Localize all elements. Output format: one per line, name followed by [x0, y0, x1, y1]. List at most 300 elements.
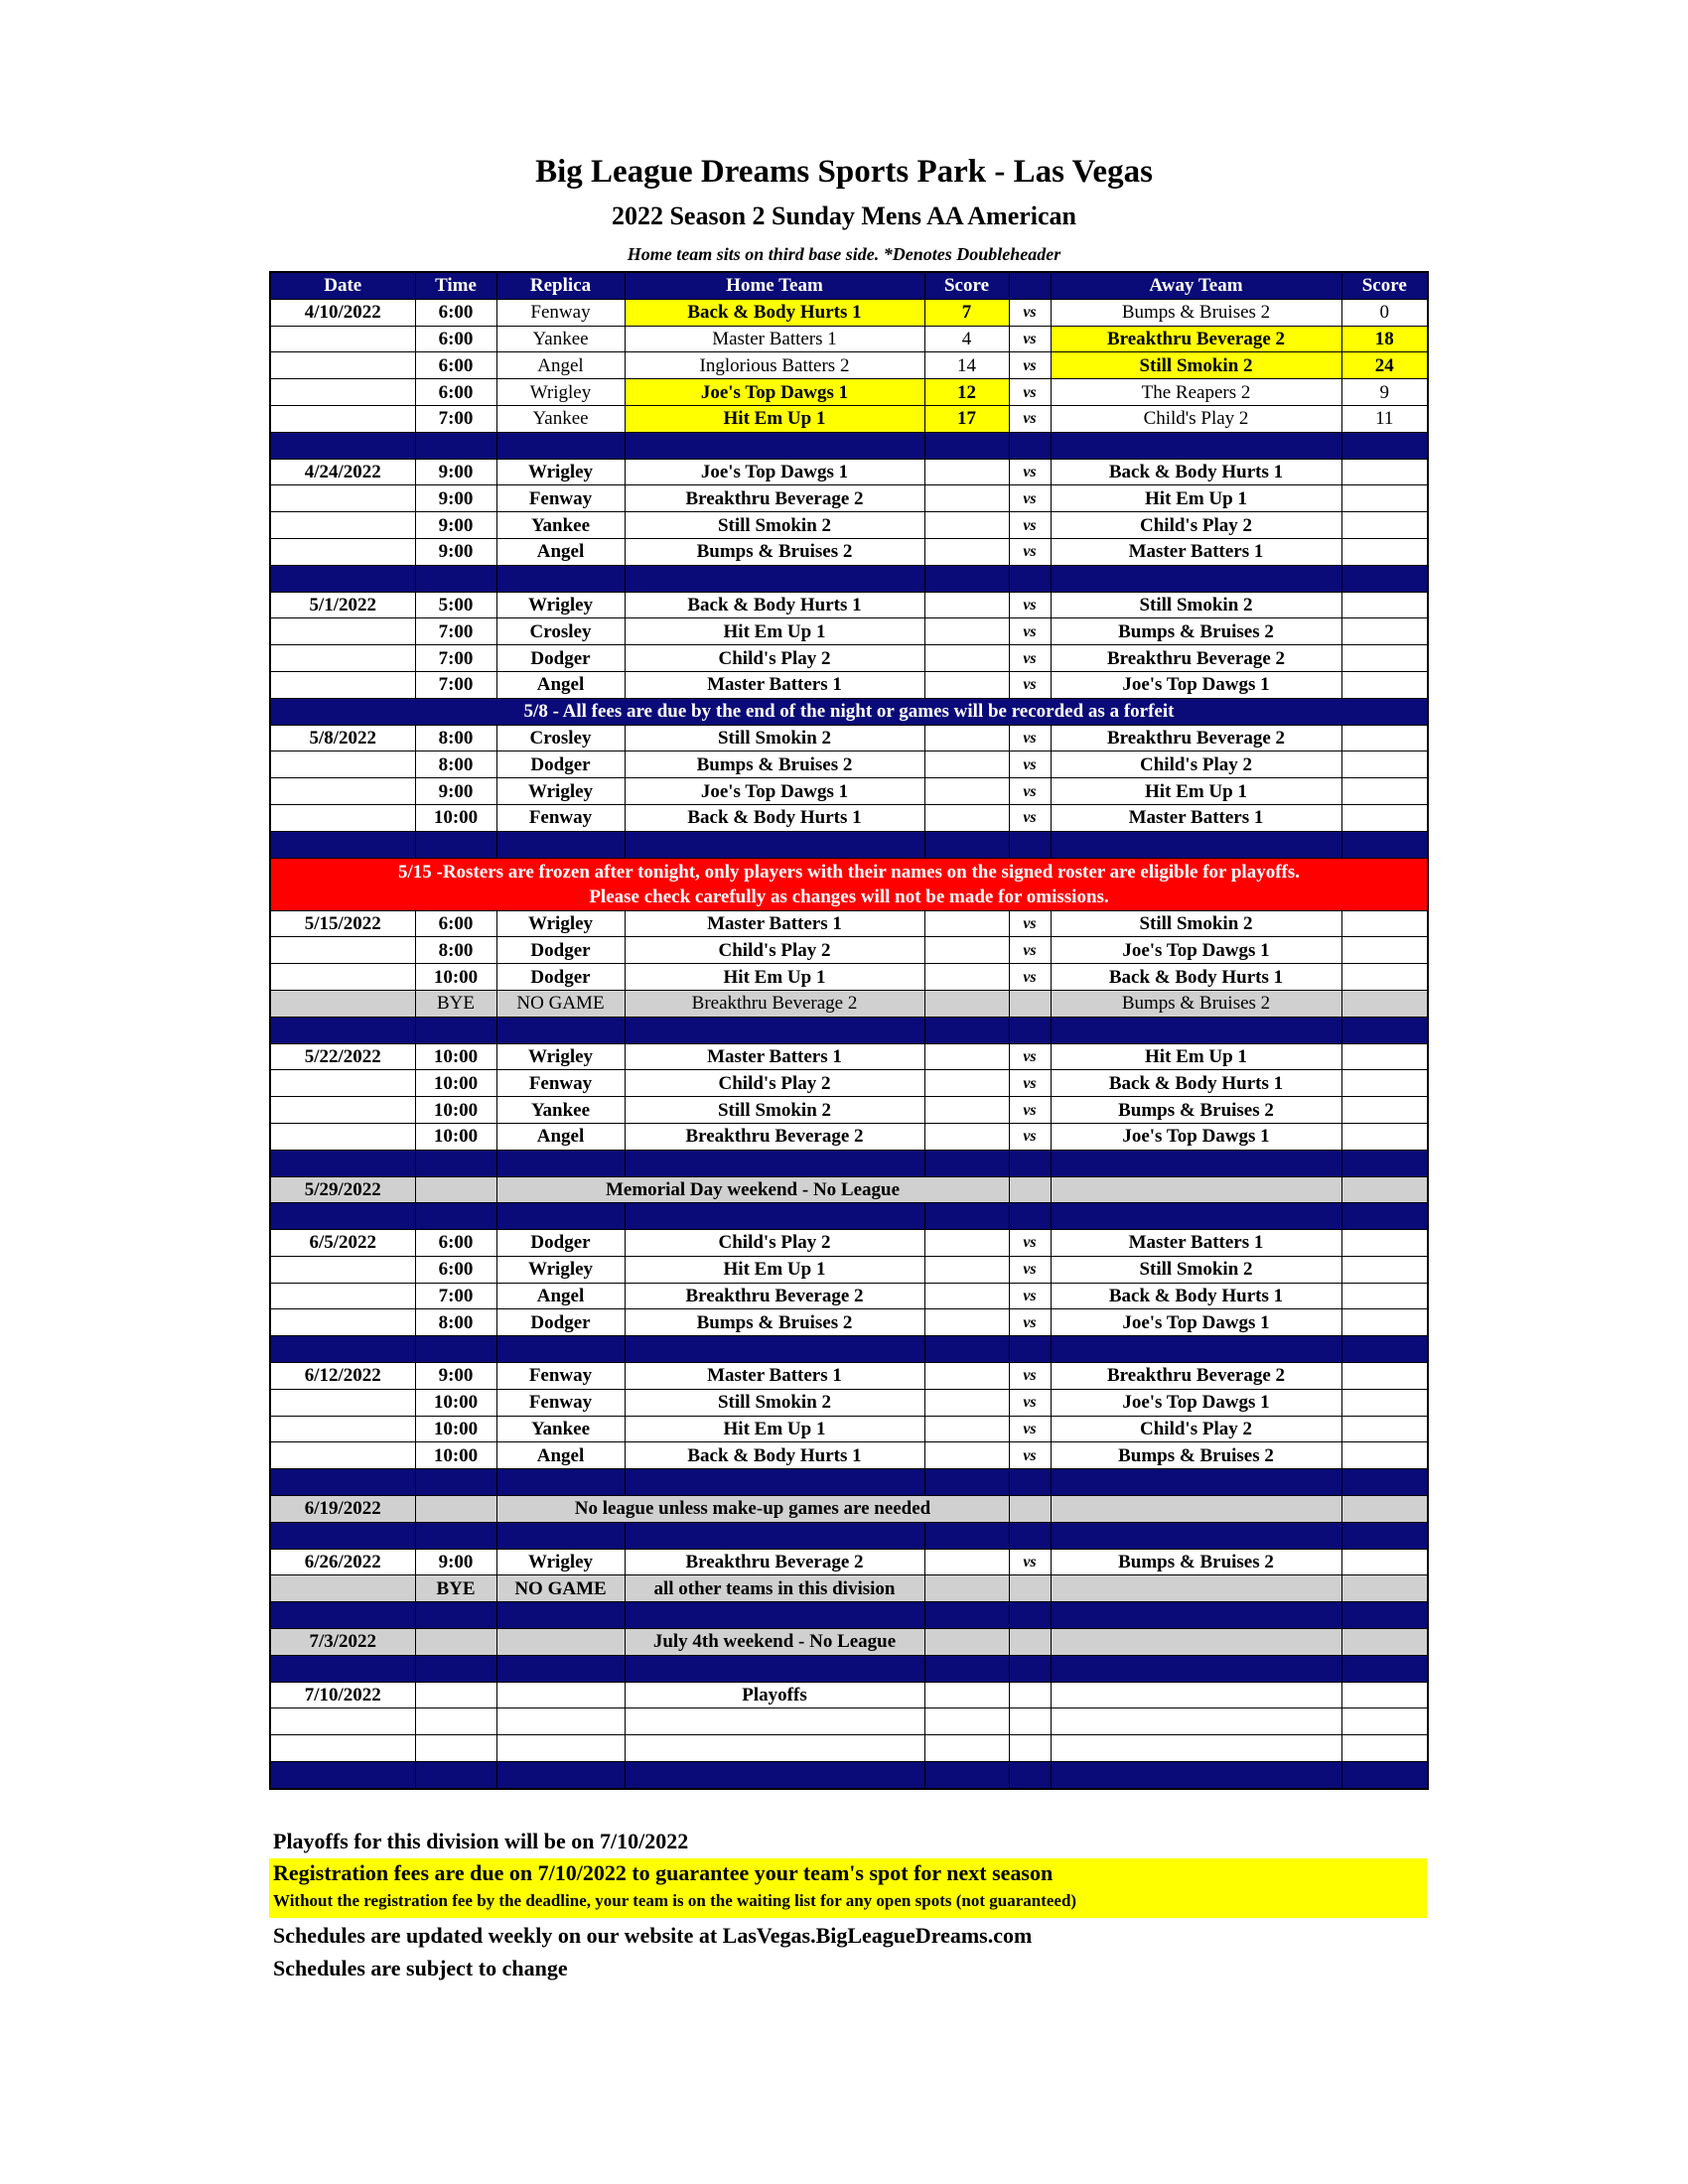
vs-cell: vs	[1009, 1043, 1051, 1070]
away-team-cell: Hit Em Up 1	[1051, 778, 1341, 805]
schedule-table	[269, 271, 1429, 1790]
replica-cell: Angel	[496, 671, 625, 698]
separator-cell	[1009, 1336, 1051, 1363]
replica-cell: Fenway	[496, 299, 625, 326]
away-score-cell	[1341, 1735, 1428, 1762]
roster-notice-cell	[270, 858, 1428, 910]
date-cell	[270, 964, 415, 991]
home-team-cell: Master Batters 1	[625, 671, 924, 698]
away-team-cell: Back & Body Hurts 1	[1051, 1070, 1341, 1097]
separator-cell	[625, 1602, 924, 1629]
column-header-replica: Replica	[496, 272, 625, 299]
away-score-cell	[1341, 1549, 1428, 1575]
no-league-text: No league unless make-up games are needed	[496, 1496, 1009, 1523]
roster-notice-row	[270, 858, 1428, 910]
separator-cell	[924, 1336, 1009, 1363]
separator-cell	[625, 1522, 924, 1549]
separator-cell	[270, 1150, 415, 1176]
replica-cell	[496, 1629, 625, 1656]
fee-notice-row	[270, 698, 1428, 725]
bye-row	[270, 1575, 1428, 1602]
bye-row	[270, 990, 1428, 1017]
separator-row	[270, 1655, 1428, 1682]
home-score-cell: 17	[924, 405, 1009, 432]
separator-cell	[625, 432, 924, 459]
vs-cell: vs	[1009, 1389, 1051, 1416]
away-team-cell: Breakthru Beverage 2	[1051, 645, 1341, 672]
separator-row	[270, 1336, 1428, 1363]
vs-cell	[1009, 1176, 1051, 1203]
separator-row	[270, 1469, 1428, 1496]
vs-cell: vs	[1009, 459, 1051, 485]
vs-cell: vs	[1009, 1309, 1051, 1336]
away-score-cell: 9	[1341, 379, 1428, 406]
away-score-cell	[1341, 1389, 1428, 1416]
home-team-cell: Breakthru Beverage 2	[625, 990, 924, 1017]
away-team-cell	[1051, 1708, 1341, 1735]
home-team-cell: Breakthru Beverage 2	[625, 1549, 924, 1575]
away-score-cell	[1341, 459, 1428, 485]
separator-cell	[1009, 565, 1051, 592]
table-header-row	[270, 272, 1428, 299]
separator-cell	[924, 831, 1009, 858]
separator-cell	[625, 1203, 924, 1230]
table-row	[270, 618, 1428, 645]
away-team-cell: Still Smokin 2	[1051, 592, 1341, 618]
time-cell: 7:00	[415, 645, 496, 672]
replica-cell: Wrigley	[496, 778, 625, 805]
date-cell	[270, 405, 415, 432]
time-cell: 7:00	[415, 671, 496, 698]
separator-row	[270, 1522, 1428, 1549]
time-cell: 6:00	[415, 379, 496, 406]
date-cell	[270, 1256, 415, 1283]
home-score-cell	[924, 1416, 1009, 1442]
away-score-cell: 24	[1341, 352, 1428, 379]
separator-cell	[270, 831, 415, 858]
separator-cell	[270, 1469, 415, 1496]
separator-cell	[1341, 1336, 1428, 1363]
home-team-note: Home team sits on third base side. *Denotes Doubleheader	[627, 244, 1061, 264]
home-score-cell	[924, 485, 1009, 512]
separator-cell	[924, 565, 1009, 592]
separator-cell	[415, 1655, 496, 1682]
date-cell	[270, 326, 415, 352]
separator-cell	[1051, 1602, 1341, 1629]
home-score-cell	[924, 937, 1009, 964]
home-score-cell	[924, 618, 1009, 645]
replica-cell	[496, 1708, 625, 1735]
home-score-cell	[924, 725, 1009, 751]
away-score-cell	[1341, 937, 1428, 964]
time-cell: 6:00	[415, 910, 496, 937]
replica-cell: Yankee	[496, 405, 625, 432]
separator-cell	[625, 565, 924, 592]
separator-cell	[270, 1203, 415, 1230]
home-team-cell: Still Smokin 2	[625, 512, 924, 539]
replica-cell: Angel	[496, 352, 625, 379]
playoffs-note: Playoffs for this division will be on 7/10/2022	[273, 1829, 689, 1853]
vs-cell: vs	[1009, 778, 1051, 805]
time-cell: 9:00	[415, 1363, 496, 1390]
table-row	[270, 1043, 1428, 1070]
away-score-cell	[1341, 671, 1428, 698]
replica-cell	[496, 1682, 625, 1708]
separator-cell	[496, 1336, 625, 1363]
vs-cell: vs	[1009, 592, 1051, 618]
column-header-vs	[1009, 272, 1051, 299]
replica-cell: Dodger	[496, 1230, 625, 1257]
time-cell: 6:00	[415, 352, 496, 379]
replica-cell: NO GAME	[496, 990, 625, 1017]
away-team-cell: Bumps & Bruises 2	[1051, 1549, 1341, 1575]
separator-cell	[625, 831, 924, 858]
separator-cell	[1051, 1655, 1341, 1682]
replica-cell: Crosley	[496, 725, 625, 751]
away-score-cell	[1341, 1230, 1428, 1257]
home-score-cell	[924, 1735, 1009, 1762]
separator-cell	[924, 1017, 1009, 1043]
separator-cell	[496, 1602, 625, 1629]
vs-cell: vs	[1009, 1416, 1051, 1442]
vs-cell: vs	[1009, 326, 1051, 352]
home-score-cell	[924, 1575, 1009, 1602]
table-row	[270, 964, 1428, 991]
date-cell	[270, 485, 415, 512]
time-cell	[415, 1735, 496, 1762]
time-cell: 10:00	[415, 964, 496, 991]
away-team-cell: Still Smokin 2	[1051, 352, 1341, 379]
date-cell	[270, 778, 415, 805]
separator-cell	[1009, 1522, 1051, 1549]
home-score-cell	[924, 1708, 1009, 1735]
home-score-cell	[924, 1230, 1009, 1257]
vs-cell: vs	[1009, 937, 1051, 964]
time-cell: 7:00	[415, 1283, 496, 1309]
home-score-cell	[924, 671, 1009, 698]
home-team-cell: Master Batters 1	[625, 326, 924, 352]
away-score-cell	[1341, 1682, 1428, 1708]
home-score-cell	[924, 804, 1009, 831]
column-header-away-score: Score	[1341, 272, 1428, 299]
date-cell: 5/15/2022	[270, 910, 415, 937]
separator-cell	[625, 1762, 924, 1789]
vs-cell: vs	[1009, 1549, 1051, 1575]
away-team-cell: Joe's Top Dawgs 1	[1051, 1309, 1341, 1336]
table-row	[270, 538, 1428, 565]
table-row	[270, 592, 1428, 618]
vs-cell: vs	[1009, 512, 1051, 539]
separator-cell	[1341, 1762, 1428, 1789]
column-header-time: Time	[415, 272, 496, 299]
separator-cell	[270, 1655, 415, 1682]
no-league-row	[270, 1629, 1428, 1656]
home-team-cell: Breakthru Beverage 2	[625, 485, 924, 512]
date-cell	[270, 1416, 415, 1442]
separator-cell	[270, 1602, 415, 1629]
table-row	[270, 671, 1428, 698]
table-row	[270, 1097, 1428, 1124]
table-row	[270, 1735, 1428, 1762]
table-row	[270, 1256, 1428, 1283]
date-cell	[270, 1283, 415, 1309]
away-team-cell	[1051, 1575, 1341, 1602]
away-team-cell: Bumps & Bruises 2	[1051, 1097, 1341, 1124]
away-score-cell	[1341, 1070, 1428, 1097]
replica-cell: Crosley	[496, 618, 625, 645]
home-team-cell: Hit Em Up 1	[625, 405, 924, 432]
separator-row	[270, 831, 1428, 858]
vs-cell: vs	[1009, 618, 1051, 645]
away-team-cell	[1051, 1629, 1341, 1656]
home-team-cell: Master Batters 1	[625, 910, 924, 937]
away-team-cell: Joe's Top Dawgs 1	[1051, 1123, 1341, 1150]
away-team-cell	[1051, 1682, 1341, 1708]
home-team-cell: Still Smokin 2	[625, 725, 924, 751]
away-score-cell	[1341, 1283, 1428, 1309]
date-cell	[270, 751, 415, 778]
away-team-cell: Child's Play 2	[1051, 751, 1341, 778]
separator-cell	[270, 1336, 415, 1363]
vs-cell: vs	[1009, 352, 1051, 379]
separator-cell	[1009, 1602, 1051, 1629]
away-score-cell	[1341, 964, 1428, 991]
replica-cell: Dodger	[496, 964, 625, 991]
separator-cell	[924, 1655, 1009, 1682]
home-score-cell	[924, 990, 1009, 1017]
vs-cell: vs	[1009, 671, 1051, 698]
replica-cell: Wrigley	[496, 1549, 625, 1575]
home-score-cell	[924, 1629, 1009, 1656]
vs-cell	[1009, 1735, 1051, 1762]
separator-cell	[1009, 1017, 1051, 1043]
away-team-cell: Master Batters 1	[1051, 1230, 1341, 1257]
home-team-cell	[625, 1708, 924, 1735]
replica-cell: Fenway	[496, 1363, 625, 1390]
away-score-cell	[1341, 618, 1428, 645]
separator-cell	[1051, 1522, 1341, 1549]
home-score-cell	[924, 538, 1009, 565]
replica-cell	[496, 1735, 625, 1762]
vs-cell: vs	[1009, 1123, 1051, 1150]
time-cell: 9:00	[415, 778, 496, 805]
home-team-cell: Bumps & Bruises 2	[625, 538, 924, 565]
away-score-cell	[1341, 1123, 1428, 1150]
home-score-cell	[924, 1043, 1009, 1070]
separator-cell	[924, 1602, 1009, 1629]
away-score-cell: 18	[1341, 326, 1428, 352]
date-cell: 6/26/2022	[270, 1549, 415, 1575]
date-cell	[270, 512, 415, 539]
home-team-cell: Hit Em Up 1	[625, 1256, 924, 1283]
away-team-cell	[1051, 1496, 1341, 1523]
away-score-cell	[1341, 1416, 1428, 1442]
date-cell: 6/12/2022	[270, 1363, 415, 1390]
date-cell: 6/5/2022	[270, 1230, 415, 1257]
home-team-cell: Back & Body Hurts 1	[625, 804, 924, 831]
separator-cell	[270, 565, 415, 592]
separator-cell	[1051, 1150, 1341, 1176]
away-team-cell: Hit Em Up 1	[1051, 485, 1341, 512]
separator-cell	[924, 432, 1009, 459]
separator-cell	[924, 1522, 1009, 1549]
separator-cell	[415, 1602, 496, 1629]
time-cell: 6:00	[415, 299, 496, 326]
replica-cell: Angel	[496, 1442, 625, 1469]
home-team-cell: Still Smokin 2	[625, 1389, 924, 1416]
table-row	[270, 778, 1428, 805]
separator-cell	[1341, 1203, 1428, 1230]
replica-cell: Yankee	[496, 326, 625, 352]
separator-row	[270, 1017, 1428, 1043]
table-row	[270, 1309, 1428, 1336]
vs-cell: vs	[1009, 1283, 1051, 1309]
away-score-cell	[1341, 1176, 1428, 1203]
date-cell: 5/8/2022	[270, 725, 415, 751]
away-team-cell: The Reapers 2	[1051, 379, 1341, 406]
vs-cell	[1009, 990, 1051, 1017]
vs-cell	[1009, 1575, 1051, 1602]
vs-cell: vs	[1009, 964, 1051, 991]
table-row	[270, 645, 1428, 672]
home-score-cell	[924, 1256, 1009, 1283]
home-team-cell: Bumps & Bruises 2	[625, 1309, 924, 1336]
away-team-cell: Back & Body Hurts 1	[1051, 964, 1341, 991]
away-team-cell: Breakthru Beverage 2	[1051, 725, 1341, 751]
home-score-cell: 4	[924, 326, 1009, 352]
vs-cell: vs	[1009, 1070, 1051, 1097]
vs-cell: vs	[1009, 379, 1051, 406]
away-team-cell: Bumps & Bruises 2	[1051, 299, 1341, 326]
home-team-cell: Joe's Top Dawgs 1	[625, 379, 924, 406]
time-cell	[415, 1176, 496, 1203]
no-league-row	[270, 1496, 1428, 1523]
vs-cell	[1009, 1708, 1051, 1735]
table-row	[270, 405, 1428, 432]
separator-cell	[1341, 565, 1428, 592]
vs-cell	[1009, 1629, 1051, 1656]
separator-cell	[625, 1150, 924, 1176]
separator-cell	[1009, 831, 1051, 858]
time-cell: 7:00	[415, 405, 496, 432]
separator-cell	[1009, 1203, 1051, 1230]
time-cell: 10:00	[415, 1070, 496, 1097]
replica-cell: Wrigley	[496, 592, 625, 618]
date-cell	[270, 538, 415, 565]
table-row	[270, 1363, 1428, 1390]
away-team-cell: Bumps & Bruises 2	[1051, 618, 1341, 645]
time-cell: 6:00	[415, 1230, 496, 1257]
home-team-cell: Back & Body Hurts 1	[625, 592, 924, 618]
separator-cell	[415, 831, 496, 858]
separator-cell	[1341, 1469, 1428, 1496]
replica-cell: Dodger	[496, 937, 625, 964]
home-score-cell	[924, 1442, 1009, 1469]
table-row	[270, 725, 1428, 751]
home-team-cell: Bumps & Bruises 2	[625, 751, 924, 778]
replica-cell: Fenway	[496, 1070, 625, 1097]
replica-cell: Wrigley	[496, 1256, 625, 1283]
away-score-cell	[1341, 778, 1428, 805]
away-team-cell: Hit Em Up 1	[1051, 1043, 1341, 1070]
table-row	[270, 1442, 1428, 1469]
table-row	[270, 512, 1428, 539]
vs-cell: vs	[1009, 751, 1051, 778]
time-cell: 9:00	[415, 1549, 496, 1575]
separator-cell	[496, 1203, 625, 1230]
separator-cell	[270, 432, 415, 459]
home-team-cell: Back & Body Hurts 1	[625, 299, 924, 326]
away-team-cell: Joe's Top Dawgs 1	[1051, 1389, 1341, 1416]
vs-cell: vs	[1009, 538, 1051, 565]
date-cell	[270, 1389, 415, 1416]
time-cell: 10:00	[415, 804, 496, 831]
date-cell: 4/10/2022	[270, 299, 415, 326]
table-row	[270, 1549, 1428, 1575]
home-score-cell: 14	[924, 352, 1009, 379]
date-cell	[270, 1070, 415, 1097]
replica-cell: Yankee	[496, 1097, 625, 1124]
column-header-home-score: Score	[924, 272, 1009, 299]
separator-row	[270, 1602, 1428, 1629]
replica-cell: Wrigley	[496, 459, 625, 485]
home-team-cell: Still Smokin 2	[625, 1097, 924, 1124]
replica-cell: Wrigley	[496, 379, 625, 406]
away-score-cell	[1341, 751, 1428, 778]
replica-cell: Dodger	[496, 751, 625, 778]
table-row	[270, 1283, 1428, 1309]
home-score-cell: 7	[924, 299, 1009, 326]
home-team-cell: Breakthru Beverage 2	[625, 1123, 924, 1150]
separator-row	[270, 1150, 1428, 1176]
away-score-cell	[1341, 1496, 1428, 1523]
separator-cell	[924, 1762, 1009, 1789]
page-title: Big League Dreams Sports Park - Las Vegas	[535, 154, 1153, 190]
away-score-cell	[1341, 645, 1428, 672]
table-row	[270, 1682, 1428, 1708]
home-score-cell	[924, 964, 1009, 991]
away-score-cell	[1341, 1442, 1428, 1469]
away-score-cell	[1341, 1708, 1428, 1735]
separator-cell	[496, 1655, 625, 1682]
website-note: Schedules are updated weekly on our website at LasVegas.BigLeagueDreams.com	[273, 1923, 1033, 1948]
replica-cell: Wrigley	[496, 910, 625, 937]
time-cell: 10:00	[415, 1389, 496, 1416]
vs-cell: vs	[1009, 1097, 1051, 1124]
home-team-cell: Hit Em Up 1	[625, 1416, 924, 1442]
vs-cell: vs	[1009, 804, 1051, 831]
home-score-cell	[924, 1549, 1009, 1575]
vs-cell	[1009, 1496, 1051, 1523]
separator-cell	[496, 1469, 625, 1496]
vs-cell	[1009, 1682, 1051, 1708]
separator-cell	[1009, 1655, 1051, 1682]
replica-cell: Fenway	[496, 1389, 625, 1416]
time-cell: 7:00	[415, 618, 496, 645]
away-team-cell: Breakthru Beverage 2	[1051, 1363, 1341, 1390]
home-team-cell: Child's Play 2	[625, 1070, 924, 1097]
away-score-cell: 0	[1341, 299, 1428, 326]
away-score-cell	[1341, 512, 1428, 539]
date-cell: 6/19/2022	[270, 1496, 415, 1523]
home-score-cell	[924, 910, 1009, 937]
separator-cell	[1341, 831, 1428, 858]
away-team-cell	[1051, 1176, 1341, 1203]
roster-notice-line2: Please check carefully as changes will not be made for omissions.	[589, 886, 1109, 907]
away-team-cell: Bumps & Bruises 2	[1051, 990, 1341, 1017]
separator-cell	[270, 1522, 415, 1549]
away-team-cell: Child's Play 2	[1051, 405, 1341, 432]
